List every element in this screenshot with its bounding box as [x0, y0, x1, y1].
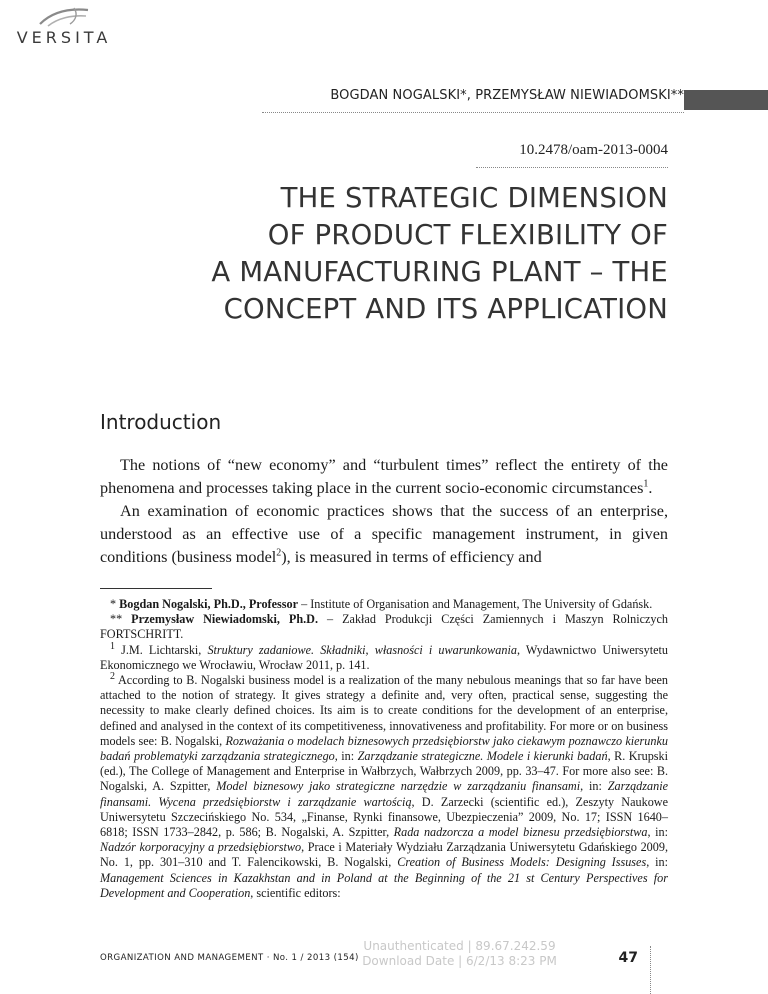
- footnote: * Bogdan Nogalski, Ph.D., Professor – Institute of Organisation and Management, The University of Gdańsk.: [110, 597, 653, 611]
- footnote-ref[interactable]: 2: [276, 547, 282, 559]
- publisher-name: VERSITA: [16, 28, 112, 47]
- header-accent-bar: [684, 90, 768, 110]
- header-divider: [262, 112, 684, 113]
- footnote-divider: [100, 588, 212, 589]
- footnote: $^2$ According to B. Nogalski business model is a realization of the many nebulous meanings that so far have been attached to the notion of strategy. It gives strategy a definite and, very often, practical sense, suggesting the necessity to make clearly defined choices. Its aim is to create conditions for the development of an enterprise, defined and analysed in the context of its competitiveness, innovativeness and profitability. For more or on business models see: B. Nogalski, Rozważania o modelach biznesowych przedsiębiorstw jako ciekawym poznawczo kierunku badań problematyki zarządzania strategicznego, in: Zarządzanie strategiczne. Modele i kierunki badań, R. Krupski (ed.), The College of Management and Enterprise in Wałbrzych, Wałbrzych 2009, pp. 33–47. For more also see: B. Nogalski, A. Szpitter, Model biznesowy jako strategiczne narzędzie w zarządzaniu finansami, in: Zarządzanie finansami. Wycena przedsiębiorstw i zarządzanie wartością, D. Zarzecki (scientific ed.), Zeszyty Naukowe Uniwersytetu Szczecińskiego No. 534, „Finanse, Rynki finansowe, Ubezpieczenia” 2009, No. 17; ISSN 1640–6818; ISSN 1733–2842, p. 586; B. Nogalski, A. Szpitter, Rada nadzorcza a model biznesu przedsiębiorstwa, in: Nadzór korporacyjny a przedsiębiorstwo, Prace i Materiały Wydziału Zarządzania Uniwersytetu Gdańskiego 2009, No. 1, pp. 301–310 and T. Falencikowski, B. Nogalski, Creation of Business Models: Designing Issuses, in: Management Sciences in Kazakhstan and in Poland at the Beginning of the 21 st Century Perspectives for Development and Cooperation, scientific editors:: [100, 670, 669, 900]
- publisher-logo: [14, 6, 114, 47]
- title-line: CONCEPT AND ITS APPLICATION: [223, 293, 668, 325]
- journal-footer: ORGANIZATION AND MANAGEMENT · No. 1 / 2013 (154): [100, 953, 359, 963]
- article-authors: BOGDAN NOGALSKI*, PRZEMYSŁAW NIEWIADOMSKI**: [330, 88, 684, 103]
- title-line: THE STRATEGIC DIMENSION: [280, 182, 668, 214]
- body-paragraph: An examination of economic practices shows that the success of an enterprise, understood as an effective use of a specific management instrument, in given conditions (business model$^2$), is measured in terms of efficiency and: [100, 502, 668, 566]
- article-body: [100, 454, 668, 569]
- access-watermark: Unauthenticated | 89.67.242.59 Download Date | 6/2/13 8:23 PM: [362, 939, 557, 968]
- title-line: OF PRODUCT FLEXIBILITY OF: [267, 219, 668, 251]
- article-doi: 10.2478/oam-2013-0004: [519, 142, 668, 158]
- footnotes: [100, 597, 668, 901]
- title-line: A MANUFACTURING PLANT – THE: [211, 256, 668, 288]
- article-title: [150, 180, 668, 328]
- footnote: ** Przemysław Niewiadomski, Ph.D. – Zakład Produkcji Części Zamiennych i Maszyn Rolniczych FORTSCHRITT.: [100, 612, 669, 642]
- doi-divider: [476, 167, 668, 168]
- footnote-ref[interactable]: 1: [643, 478, 649, 490]
- versita-swirl-icon: [34, 6, 94, 28]
- page-number: 47: [618, 950, 638, 966]
- body-paragraph: The notions of “new economy” and “turbulent times” reflect the entirety of the phenomena and processes taking place in the current socio-economic circumstances$^1$.: [100, 456, 668, 497]
- section-heading: Introduction: [100, 410, 222, 434]
- page-number-divider: [650, 946, 651, 994]
- footnote: $^1$ J.M. Lichtarski, Struktury zadaniowe. Składniki, własności i uwarunkowania, Wydawnictwo Uniwersytetu Ekonomicznego we Wrocławiu, Wrocław 2011, p. 141.: [100, 640, 668, 672]
